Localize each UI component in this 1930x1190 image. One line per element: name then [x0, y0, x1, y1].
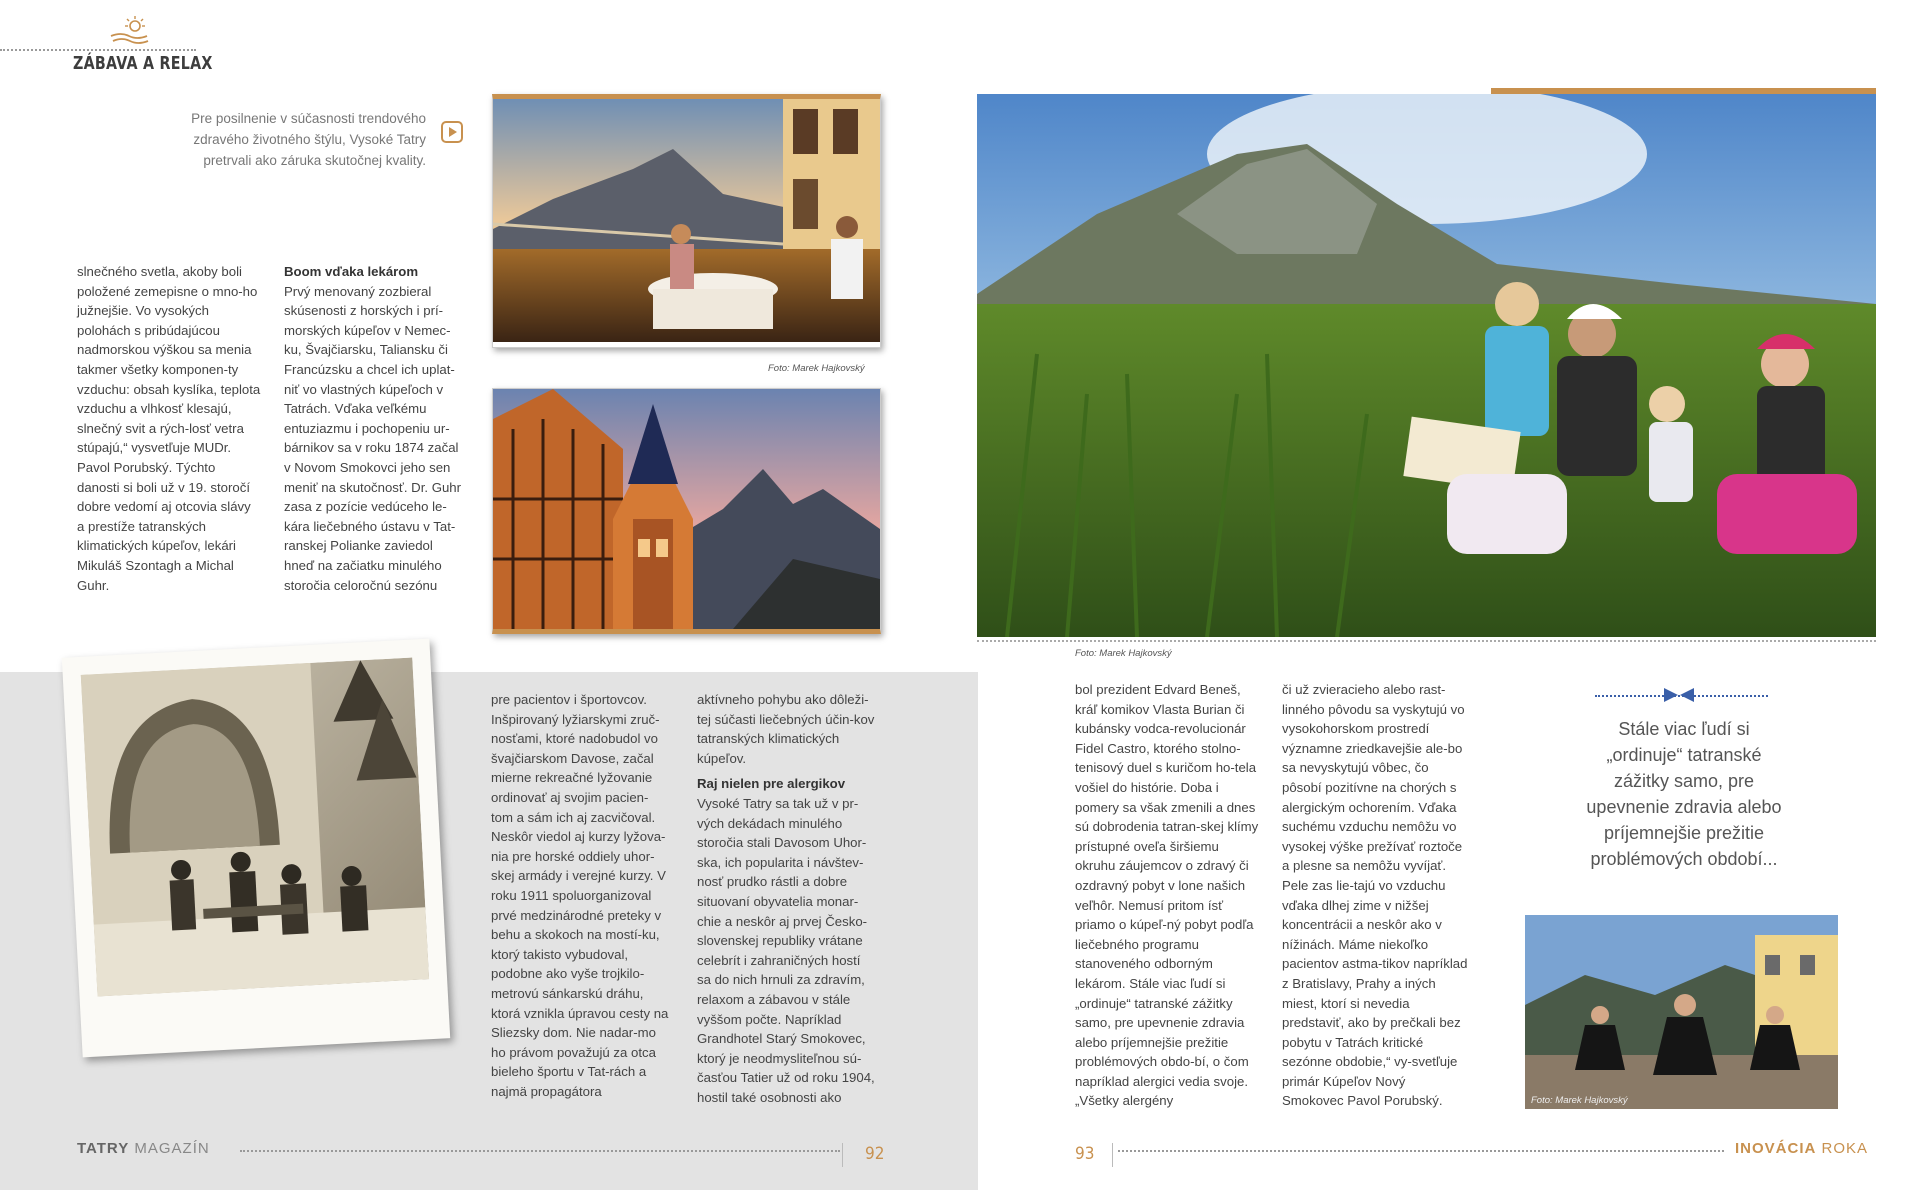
footer-divider	[1118, 1150, 1724, 1152]
body-text: bol prezident Edvard Beneš, kráľ komikov Vlasta Burian či kubánsky vodca-revolucionár Fidel Castro, ktorého stolno-tenisový duel s kuričom ho-tela vošiel do histórie. Doba i pomery sa však zmenili a dnes sú dobrodenia tatran-skej klímy prístupné oveľa širšiemu okruhu záujemcov o zdravý či ozdravný pobyt v lone našich veľhôr. Nemusí pritom ísť priamo o kúpeľ-ný pobyt podľa liečebného programu stanoveného odborným lekárom. Stále viac ľudí si „ordinuje“ tatranské zážitky samo, pre upevnenie zdravia alebo príjemnejšie prežitie problémových obdo-bí, o čom napríklad alergici vedia svoje. „Všetky alergény	[1075, 682, 1259, 1109]
body-text: pre pacientov i športovcov. Inšpirovaný lyžiarskymi zruč-nosťami, ktoré nadobudol vo švajčiarskom Davose, začal mierne rekreačné lyžovanie ordinovať aj svojim pacien-tom a sám ich aj zacvičoval. Neskôr viedol aj kurzy lyžova-nia pre horské oddiely uhor-skej armády i verejné kurzy. V roku 1911 spoluorganizoval prvé medzinárodné preteky v behu a skokoch na mostí-ku, ktorý takisto vybudoval, podobne ako vyše trojkilo-metrovú sánkarskú dráhu, ktorá vznikla úpravou cesty na Sliezsky dom. Nie nadar-mo ho právom považujú za otca bieleho športu v Tat-rách a najmä propagátora	[491, 692, 669, 1099]
photo-caption: Foto: Marek Hajkovský	[1531, 1095, 1628, 1106]
pull-quote: Stále viac ľudí si „ordinuje“ tatranské zážitky samo, pre upevnenie zdravia alebo príjemnejšie prežitie problémových období...	[1586, 719, 1782, 869]
play-icon[interactable]	[441, 121, 463, 143]
body-text: Prvý menovaný zozbieral skúsenosti z horských i prí-morských kúpeľov v Nemec-ku, Švajčiarsku, Taliansku či Francúzsku a chcel ich uplat-niť vo vlastných kúpeľoch v Tatrách. Vďaka veľkému entuziazmu i pochopeniu ur-bárnikov sa v roku 1874 začal v Novom Smokovci jeho sen meniť na skutočnosť. Dr. Guhr zasa z pozície vedúceho le-kára liečebného ústavu v Tat-ranskej Polianke zaviedol hneď na začiatku minulého storočia celoročnú sezónu	[284, 283, 462, 593]
left-column-3	[491, 690, 669, 1101]
footer-tick	[1112, 1143, 1113, 1167]
photo-divider	[977, 640, 1876, 642]
subheading: Boom vďaka lekárom	[284, 264, 419, 279]
body-text: či už zvieracieho alebo rast-linného pôvodu sa vyskytujú vo vysokohorskom prostredí významne zriedkavejšie ale-bo sa nevyskytujú vôbec, čo pôsobí pozitívne na chorých s alergickým ochorením. Vďaka suchému vzduchu nemôžu vo vysokej výške prežívať roztoče a plesne sa nemôžu vyvíjať. Pele zas lie-tajú vo vzduchu vďaka dlhej zime v nižšej koncentrácii a neskôr ako v nížinách. Máme niekoľko pacientov astma-tikov napríklad z Bratislavy, Prahy a iných miest, ktorí si nevedia predstaviť, ako by prečkali bez pobytu v Tatrách kritické sezónne obdobie,“ vy-svetľuje primár Kúpeľov Nový Smokovec Pavol Porubský.	[1282, 682, 1468, 1109]
photo-balcony-dinner	[492, 94, 881, 348]
footer-brand-right: INOVÁCIA ROKA	[1735, 1140, 1869, 1157]
photo-caption: Foto: Marek Hajkovský	[768, 363, 865, 374]
page-number-right: 93	[1075, 1144, 1095, 1164]
page-number-left: 92	[865, 1144, 885, 1164]
photo-villa-tower	[492, 388, 881, 634]
photo-caption: Foto: Marek Hajkovský	[1075, 648, 1172, 659]
footer-tick	[842, 1143, 843, 1167]
right-column-1	[1075, 680, 1261, 1111]
sun-waves-logo-icon	[107, 14, 151, 46]
header-divider	[0, 49, 196, 51]
section-title: ZÁBAVA A RELAX	[73, 53, 213, 74]
body-text: slnečného svetla, akoby boli položené zemepisne o mno-ho južnejšie. Vo vysokých polohách s pribúdajúcou nadmorskou výškou sa menia takmer všetky komponen-ty vzduchu: obsah kyslíka, teplota vzduchu a vlhkosť klesajú, slnečný svit a rých-losť vetra stúpajú,“ vysvetľuje MUDr. Pavol Porubský. Týchto danosti si boli už v 19. storočí dobre vedomí aj otcovia slávy a prestíže tatranských klimatických kúpeľov, lekári Mikuláš Szontagh a Michal Guhr.	[77, 264, 261, 593]
left-column-1	[77, 262, 261, 595]
footer-divider	[240, 1150, 840, 1152]
photo-family-meadow	[977, 94, 1876, 637]
lead-text: Pre posilnenie v súčasnosti trendového zdravého životného štýlu, Vysoké Tatry pretrvali ako záruka skutočnej kvality.	[191, 111, 426, 168]
double-arrow-icon	[1662, 686, 1696, 709]
photo-yoga	[1525, 915, 1838, 1109]
vintage-photo	[62, 639, 450, 1058]
body-text: aktívneho pohybu ako dôleži-tej súčasti liečebných účin-kov tatranských klimatických kúpeľov.	[697, 692, 875, 766]
subheading: Raj nielen pre alergikov	[697, 776, 846, 792]
body-text: Vysoké Tatry sa tak už v pr-vých dekádach minulého storočia stali Davosom Uhor-ska, ich popularita i návštev-nosť prudko rástli a dobre situovaní obyvatelia monar-chie a neskôr aj prvej Česko-slovenskej republiky vrátane celebrít i zahraničných hostí sa do nich hrnuli za zdravím, relaxom a zábavou v stále vyššom počte. Napríklad Grandhotel Starý Smokovec, ktorý je neodmysliteľnou sú-časťou Tatier už od roku 1904, hostil také osobnosti ako	[697, 795, 875, 1105]
left-column-2	[284, 262, 464, 595]
right-column-2	[1282, 680, 1468, 1111]
footer-brand-left: TATRY MAGAZÍN	[77, 1140, 210, 1157]
left-column-4	[697, 690, 875, 1107]
